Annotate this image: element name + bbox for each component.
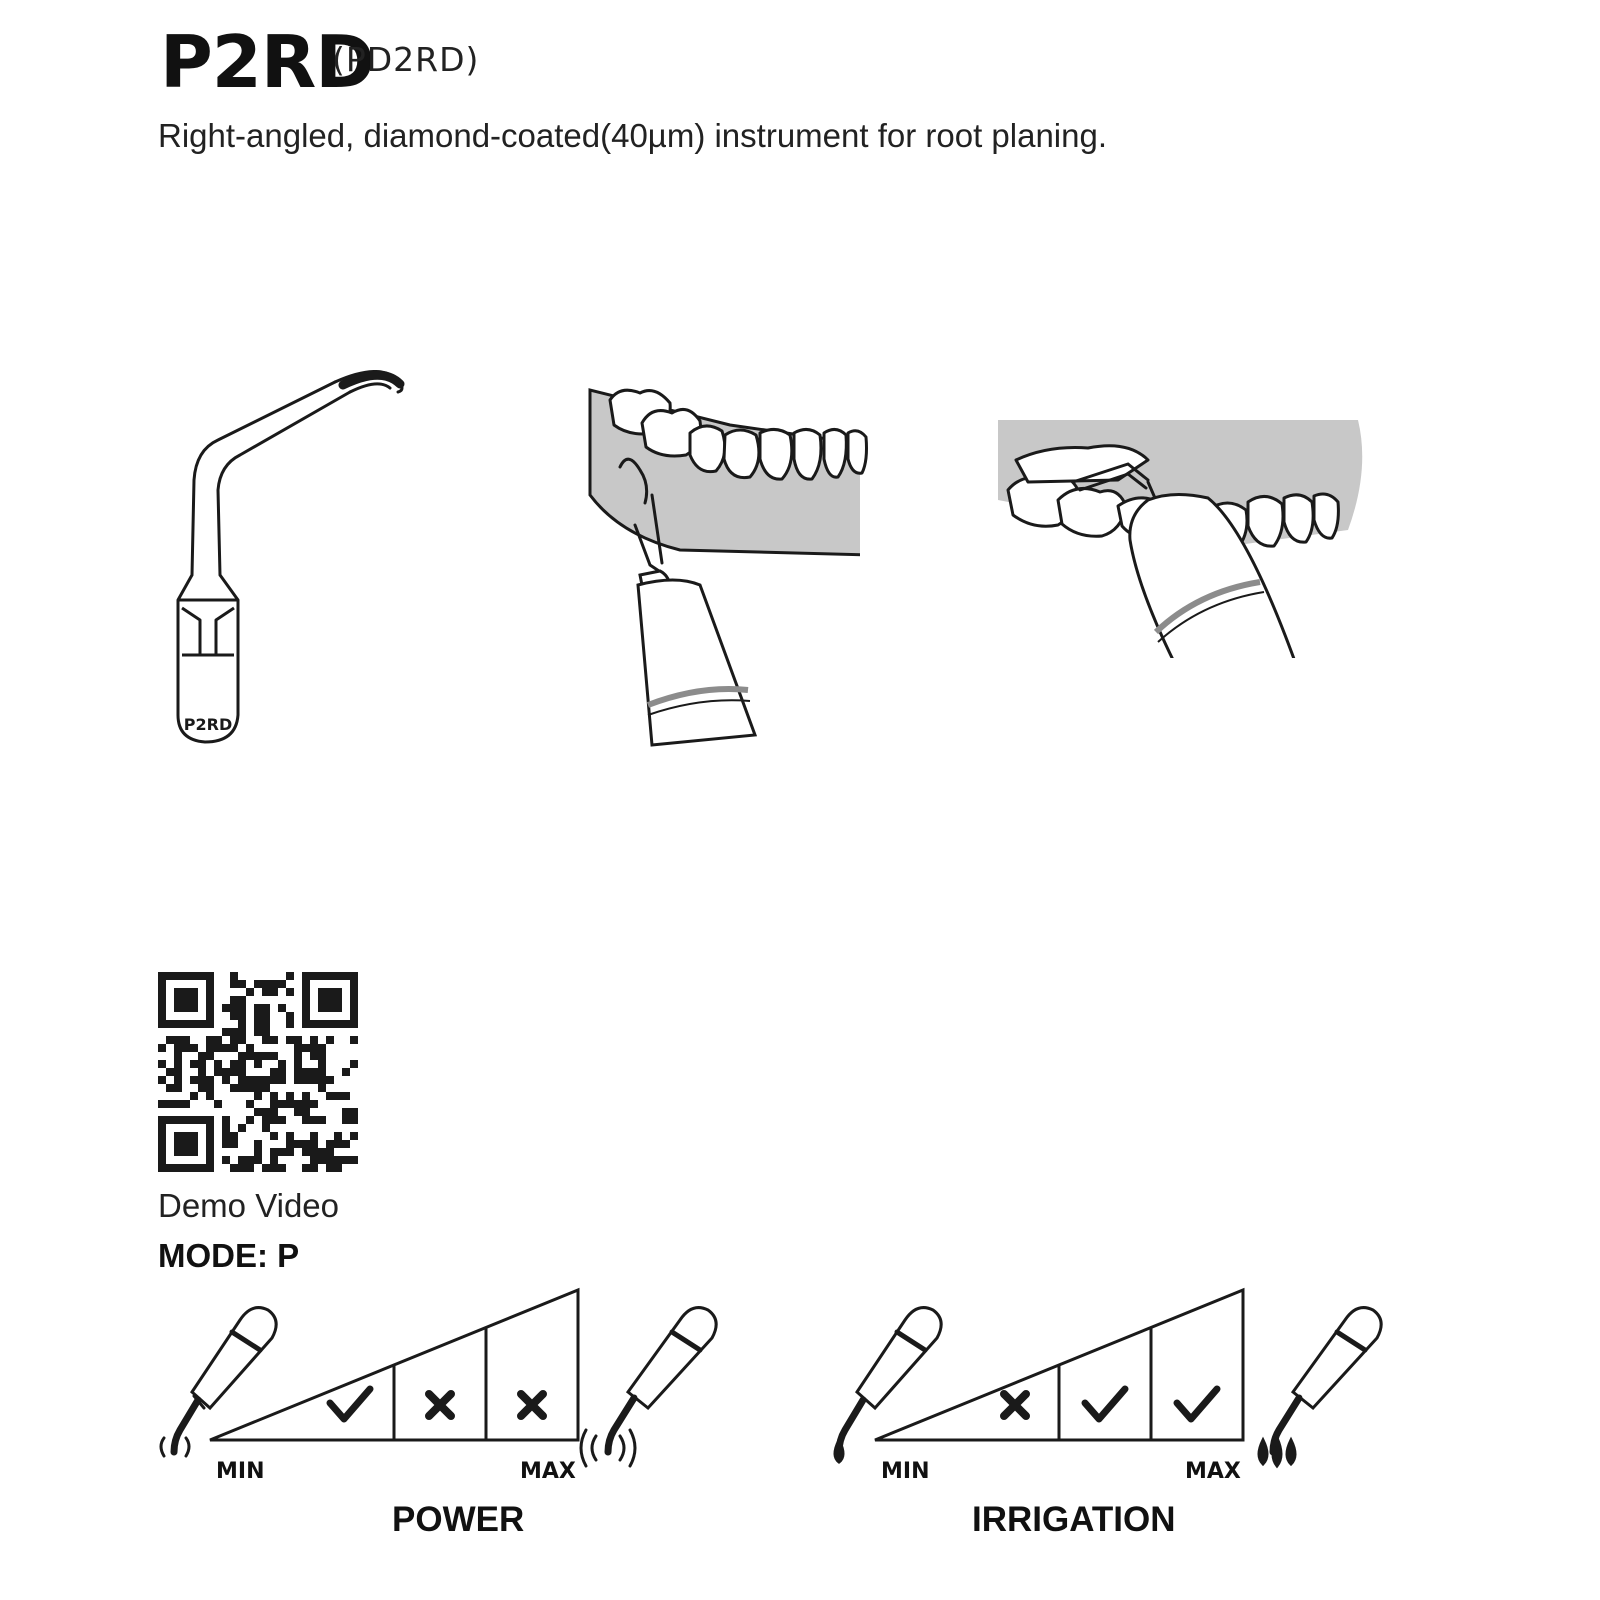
tip-engraving: P2RD bbox=[183, 715, 233, 734]
tip-illustration bbox=[160, 370, 430, 770]
mode-label: MODE: P bbox=[158, 1237, 300, 1274]
product-description: Right-angled, diamond-coated(40µm) instrument for root planing. bbox=[158, 117, 1108, 154]
qr-code[interactable] bbox=[158, 972, 358, 1172]
irrigation-min-label: MIN bbox=[881, 1459, 930, 1480]
qr-caption: Demo Video bbox=[158, 1187, 340, 1224]
power-max-icon bbox=[581, 1308, 716, 1466]
power-cross-mark-3 bbox=[521, 1394, 543, 1416]
irrigation-check-mark-3 bbox=[1177, 1389, 1217, 1419]
power-check-mark-1 bbox=[330, 1389, 370, 1419]
power-min-label: MIN bbox=[216, 1459, 265, 1480]
qr-finder-pattern bbox=[162, 1120, 210, 1168]
qr-finder-pattern bbox=[306, 976, 354, 1024]
power-max-label: MAX bbox=[520, 1459, 576, 1480]
qr-finder-pattern bbox=[162, 976, 210, 1024]
irrigation-title: IRRIGATION bbox=[972, 1500, 1176, 1539]
lower-jaw-illustration bbox=[580, 385, 880, 760]
irrigation-cross-mark-1 bbox=[1004, 1394, 1026, 1416]
upper-jaw-illustration bbox=[998, 420, 1378, 690]
power-scale bbox=[150, 1280, 760, 1480]
power-title: POWER bbox=[392, 1500, 525, 1539]
power-min-icon bbox=[161, 1308, 276, 1456]
irrigation-scale bbox=[815, 1280, 1425, 1480]
irrigation-max-label: MAX bbox=[1185, 1459, 1241, 1480]
irrigation-max-icon bbox=[1259, 1308, 1381, 1466]
power-cross-mark-2 bbox=[429, 1394, 451, 1416]
irrigation-check-mark-2 bbox=[1085, 1389, 1125, 1419]
product-alt-code: (PD2RD) bbox=[332, 40, 480, 79]
product-title: P2RD bbox=[160, 20, 375, 104]
